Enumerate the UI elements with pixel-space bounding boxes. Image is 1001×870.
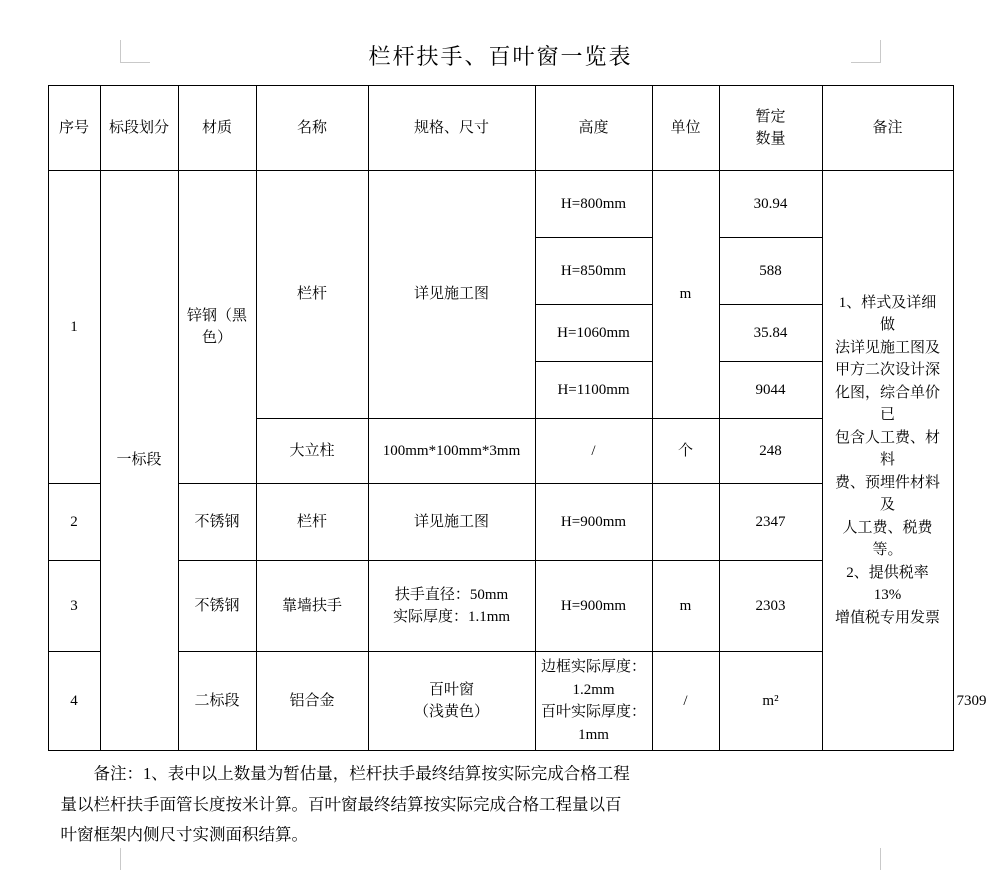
cell-spec-2: 详见施工图 (368, 484, 535, 561)
header-cell-height: 高度 (535, 86, 652, 171)
table-row: 4 二标段 铝合金 百叶窗 （浅黄色） 边框实际厚度：1.2mm 百叶实际厚度：1mm / m² 7309 (48, 652, 953, 751)
cell-spec-3 (368, 561, 535, 652)
cell-name-1b: 大立柱 (256, 419, 368, 484)
header-quantity-line2: 数量 (755, 131, 786, 147)
footer-note-line-2: 量以栏杆扶手面管长度按米计算。百叶窗最终结算按实际完成合格工程量以百 (60, 794, 622, 814)
cell-remark (822, 171, 953, 751)
remark-line-1: 1、样式及详细做 (838, 294, 937, 334)
cell-unit-4: m² (719, 652, 822, 751)
remark-line-9: 增值税专用发票 (834, 609, 940, 626)
table-header-row (48, 86, 953, 171)
cell-name-4-line1: 百叶窗 (428, 681, 474, 698)
header-cell-quantity (719, 86, 822, 171)
header-cell-section: 标段划分 (100, 86, 178, 171)
cell-qty-2: 2347 (719, 484, 822, 561)
footer-note (61, 759, 941, 851)
cell-section-1: 一标段 (100, 171, 178, 751)
cell-no-3: 3 (48, 561, 100, 652)
cell-spec-4 (535, 652, 652, 751)
cell-name-1: 栏杆 (256, 171, 368, 419)
page-corner-mark-bottom-right (880, 848, 881, 870)
cell-unit-2 (652, 484, 719, 561)
cell-unit-1: m (652, 171, 719, 419)
remark-line-3: 甲方二次设计深 (834, 362, 940, 379)
cell-spec-1b: 100mm*100mm*3mm (368, 419, 535, 484)
cell-qty-3: 2303 (719, 561, 822, 652)
cell-no-4: 4 (48, 652, 100, 751)
remark-line-5: 包含人工费、材料 (834, 429, 940, 469)
page-corner-mark-bottom-left (120, 848, 121, 870)
cell-qty-1-4: 9044 (719, 362, 822, 419)
cell-qty-1-2: 588 (719, 238, 822, 305)
header-cell-name: 名称 (256, 86, 368, 171)
cell-name-4 (368, 652, 535, 751)
cell-name-3: 靠墙扶手 (256, 561, 368, 652)
header-cell-spec: 规格、尺寸 (368, 86, 535, 171)
cell-name-2: 栏杆 (256, 484, 368, 561)
header-cell-material: 材质 (178, 86, 256, 171)
cell-spec-3-line1: 扶手直径：50mm (394, 586, 509, 603)
cell-height-1-3: H=1060mm (535, 305, 652, 362)
table-row (48, 484, 953, 561)
cell-unit-1b: 个 (652, 419, 719, 484)
footer-note-line-3: 叶窗框架内侧尺寸实测面积结算。 (60, 825, 308, 845)
remark-line-6: 费、预埋件材料及 (834, 474, 940, 514)
header-cell-no: 序号 (48, 86, 100, 171)
cell-spec-1: 详见施工图 (368, 171, 535, 419)
cell-qty-1-3: 35.84 (719, 305, 822, 362)
cell-qty-1-1: 30.94 (719, 171, 822, 238)
cell-name-4-line2: （浅黄色） (413, 704, 489, 720)
document-page (0, 40, 1001, 851)
cell-spec-4-line1: 边框实际厚度：1.2mm (540, 659, 646, 698)
cell-spec-4-line2: 百叶实际厚度：1mm (540, 704, 646, 743)
page-title: 栏杆扶手、百叶窗一览表 (368, 44, 633, 69)
cell-material-3: 不锈钢 (178, 561, 256, 652)
schedule-table (48, 85, 987, 751)
cell-height-2: H=900mm (535, 484, 652, 561)
remark-line-8: 2、提供税率 13% (846, 564, 929, 604)
remark-line-2: 法详见施工图及 (834, 339, 940, 356)
cell-height-1b: / (535, 419, 652, 484)
cell-height-1-2: H=850mm (535, 238, 652, 305)
remark-line-4: 化图，综合单价已 (834, 384, 940, 424)
cell-qty-1b: 248 (719, 419, 822, 484)
cell-height-1-4: H=1100mm (535, 362, 652, 419)
header-cell-unit: 单位 (652, 86, 719, 171)
cell-no-1: 1 (48, 171, 100, 484)
cell-height-4: / (652, 652, 719, 751)
table-row (48, 561, 953, 652)
cell-unit-3: m (652, 561, 719, 652)
header-cell-remark: 备注 (822, 86, 953, 171)
remark-line-7: 人工费、税费等。 (842, 519, 933, 559)
footer-note-line-1: 备注：1、表中以上数量为暂估量，栏杆扶手最终结算按实际完成合格工程 (93, 764, 630, 783)
cell-material-4: 铝合金 (256, 652, 368, 751)
cell-height-1-1: H=800mm (535, 171, 652, 238)
cell-height-3: H=900mm (535, 561, 652, 652)
cell-material-1: 锌钢（黑色） (178, 171, 256, 484)
cell-spec-3-line2: 实际厚度：1.1mm (392, 609, 511, 625)
cell-material-2: 不锈钢 (178, 484, 256, 561)
cell-section-2: 二标段 (178, 652, 256, 751)
cell-no-2: 2 (48, 484, 100, 561)
table-row (48, 171, 953, 238)
header-quantity-line1: 暂定 (755, 108, 786, 125)
